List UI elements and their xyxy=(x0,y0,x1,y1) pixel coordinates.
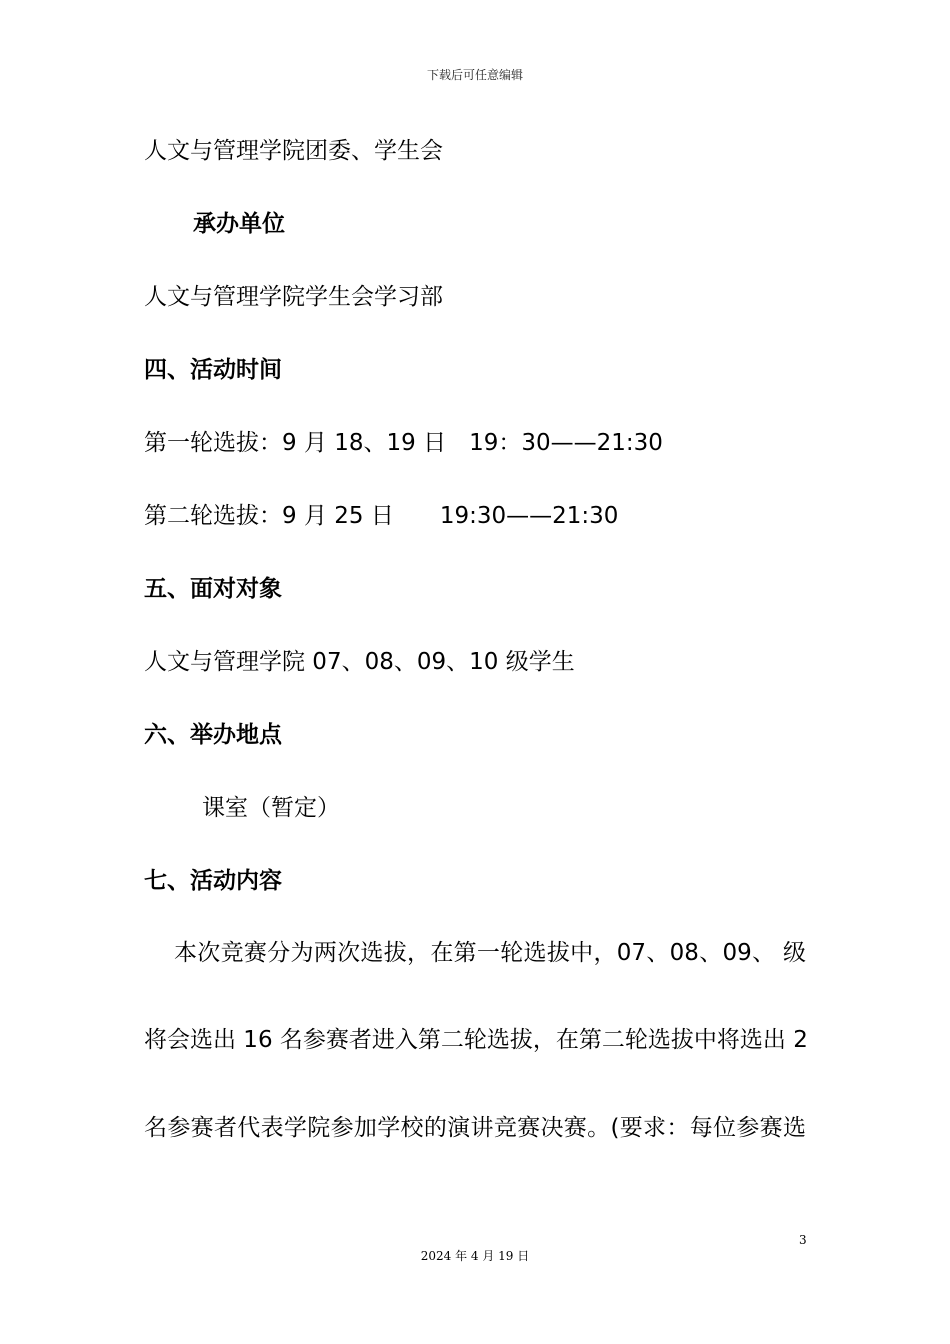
venue-text: 课室（暂定） xyxy=(202,795,340,821)
content-paragraph-line-3: 名参赛者代表学院参加学校的演讲竞赛决赛。(要求：每位参赛选 xyxy=(144,1115,806,1141)
time-heading: 四、活动时间 xyxy=(144,357,282,383)
content-heading: 七、活动内容 xyxy=(144,868,282,894)
round2-time: 第二轮选拔：9 月 25 日 19:30——21:30 xyxy=(144,503,619,529)
host-text: 人文与管理学院学生会学习部 xyxy=(144,284,443,310)
audience-text: 人文与管理学院 07、08、09、10 级学生 xyxy=(144,649,575,675)
content-paragraph-line-2: 将会选出 16 名参赛者进入第二轮选拔，在第二轮选拔中将选出 2 xyxy=(144,1027,808,1053)
audience-heading: 五、面对对象 xyxy=(144,576,282,602)
header-note: 下载后可任意编辑 xyxy=(426,68,523,82)
footer-date: 2024 年 4 月 19 日 xyxy=(420,1249,530,1263)
content-paragraph-line-1: 本次竞赛分为两次选拔，在第一轮选拔中，07、08、09、 级 xyxy=(174,940,806,966)
page-number: 3 xyxy=(799,1233,807,1247)
venue-heading: 六、举办地点 xyxy=(144,722,282,748)
organizer-text: 人文与管理学院团委、学生会 xyxy=(144,138,443,164)
host-heading: 承办单位 xyxy=(193,211,285,237)
round1-time: 第一轮选拔：9 月 18、19 日 19：30——21:30 xyxy=(144,430,663,456)
